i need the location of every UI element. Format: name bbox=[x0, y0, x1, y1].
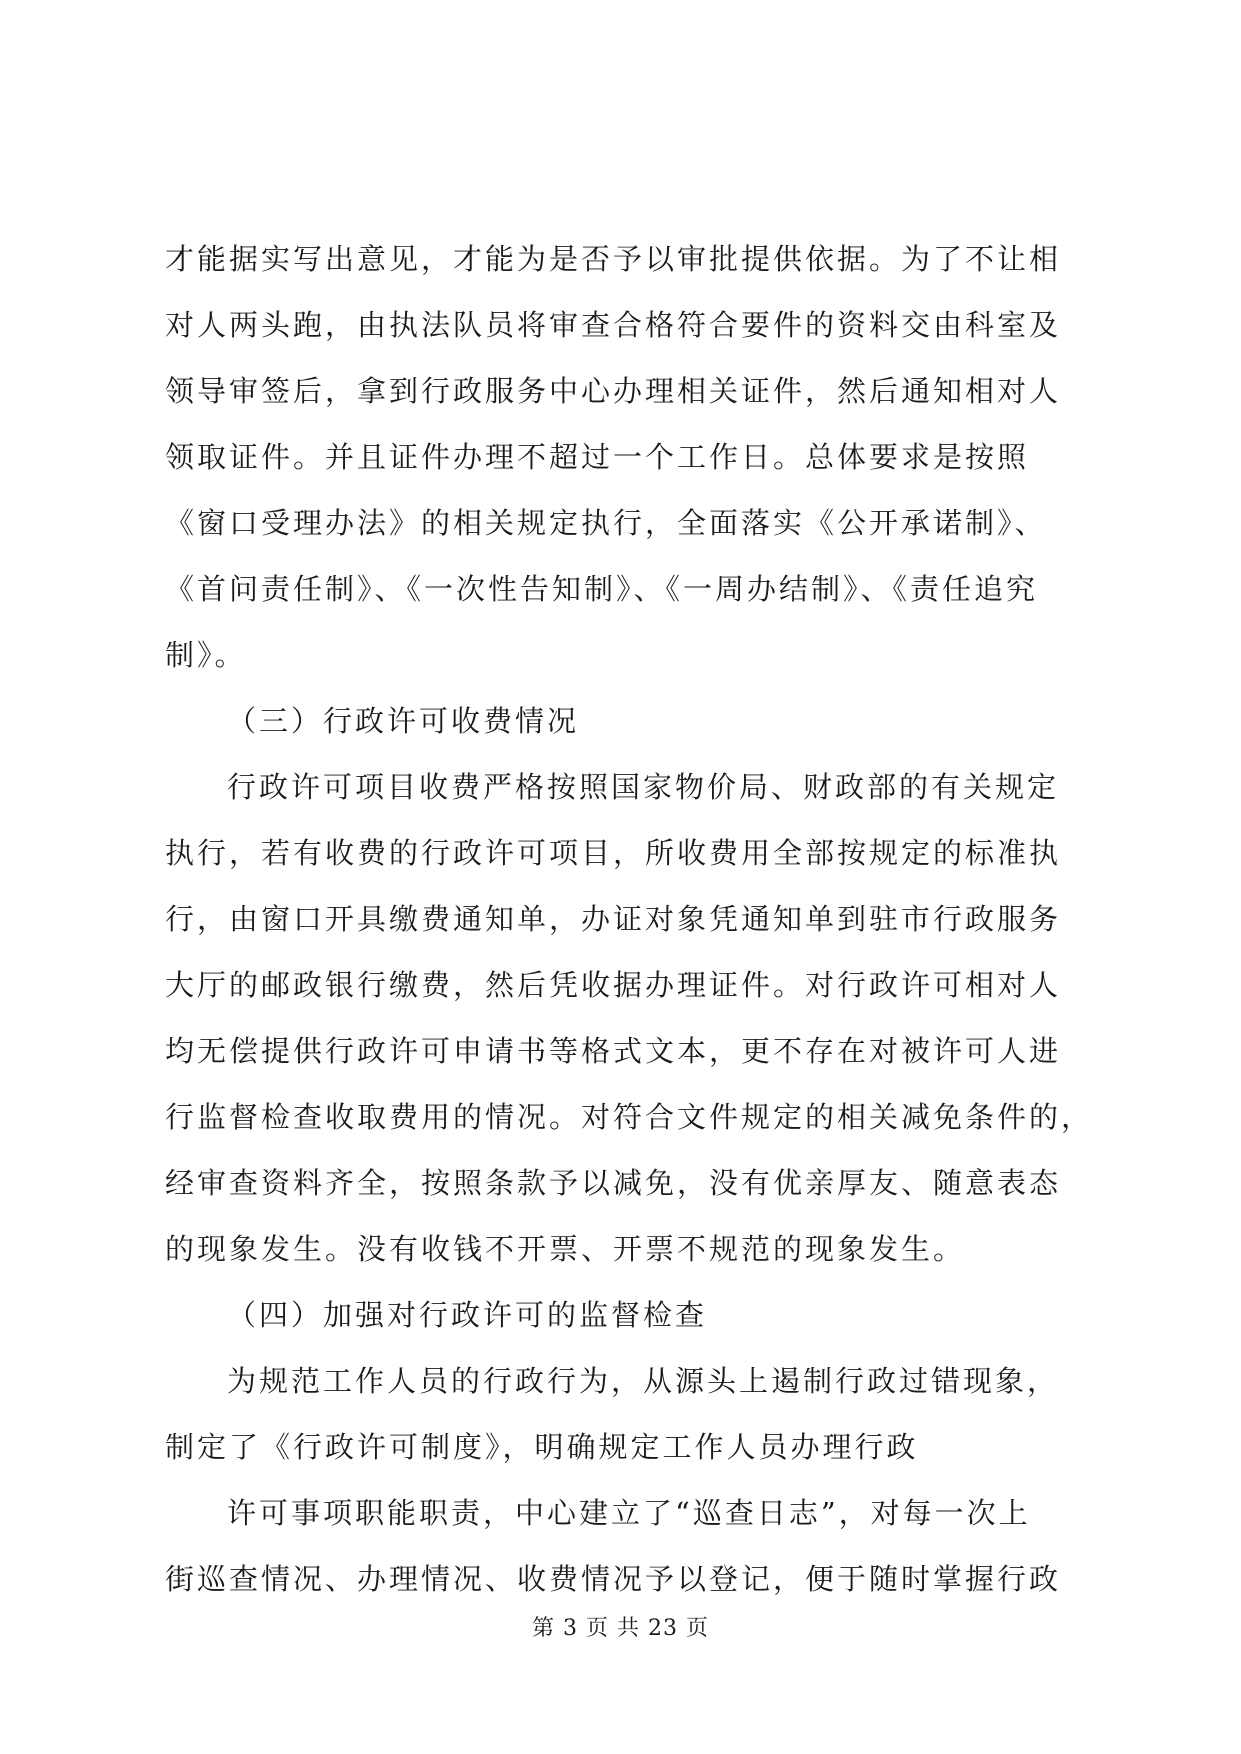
text-line: 对人两头跑，由执法队员将审查合格符合要件的资料交由科室及 bbox=[165, 308, 1062, 342]
text-line: 街巡查情况、办理情况、收费情况予以登记，便于随时掌握行政 bbox=[165, 1562, 1062, 1596]
text-line: 许可事项职能职责，中心建立了“巡查日志”，对每一次上 bbox=[227, 1496, 1031, 1530]
text-line: 领导审签后，拿到行政服务中心办理相关证件，然后通知相对人 bbox=[165, 374, 1062, 408]
text-line: 领取证件。并且证件办理不超过一个工作日。总体要求是按照 bbox=[165, 440, 1030, 474]
text-line: 行政许可项目收费严格按照国家物价局、财政部的有关规定 bbox=[227, 770, 1060, 804]
text-line: 《首问责任制》、《一次性告知制》、《一周办结制》、《责任追究 bbox=[165, 572, 1039, 606]
text-line: 经审查资料齐全，按照条款予以减免，没有优亲厚友、随意表态 bbox=[165, 1166, 1062, 1200]
page-number-footer: 第 3 页 共 23 页 bbox=[532, 1616, 709, 1641]
body-text bbox=[165, 226, 1094, 1612]
section-heading: （三）行政许可收费情况 bbox=[227, 704, 580, 738]
text-line: 的现象发生。没有收钱不开票、开票不规范的现象发生。 bbox=[165, 1232, 966, 1266]
text-line: 才能据实写出意见，才能为是否予以审批提供依据。为了不让相 bbox=[165, 242, 1062, 276]
text-line: 行监督检查收取费用的情况。对符合文件规定的相关减免条件的， bbox=[165, 1100, 1094, 1134]
text-line: 执行，若有收费的行政许可项目，所收费用全部按规定的标准执 bbox=[165, 836, 1062, 870]
text-line: 制定了《行政许可制度》，明确规定工作人员办理行政 bbox=[165, 1430, 919, 1464]
text-line: 均无偿提供行政许可申请书等格式文本，更不存在对被许可人进 bbox=[165, 1034, 1062, 1068]
text-line: 制》。 bbox=[165, 638, 247, 672]
text-line: 《窗口受理办法》的相关规定执行，全面落实《公开承诺制》、 bbox=[165, 506, 1047, 540]
section-heading: （四）加强对行政许可的监督检查 bbox=[227, 1298, 708, 1332]
text-line: 大厅的邮政银行缴费，然后凭收据办理证件。对行政许可相对人 bbox=[165, 968, 1062, 1002]
text-line: 为规范工作人员的行政行为，从源头上遏制行政过错现象， bbox=[227, 1364, 1060, 1398]
text-line: 行，由窗口开具缴费通知单，办证对象凭通知单到驻市行政服务 bbox=[165, 902, 1062, 936]
